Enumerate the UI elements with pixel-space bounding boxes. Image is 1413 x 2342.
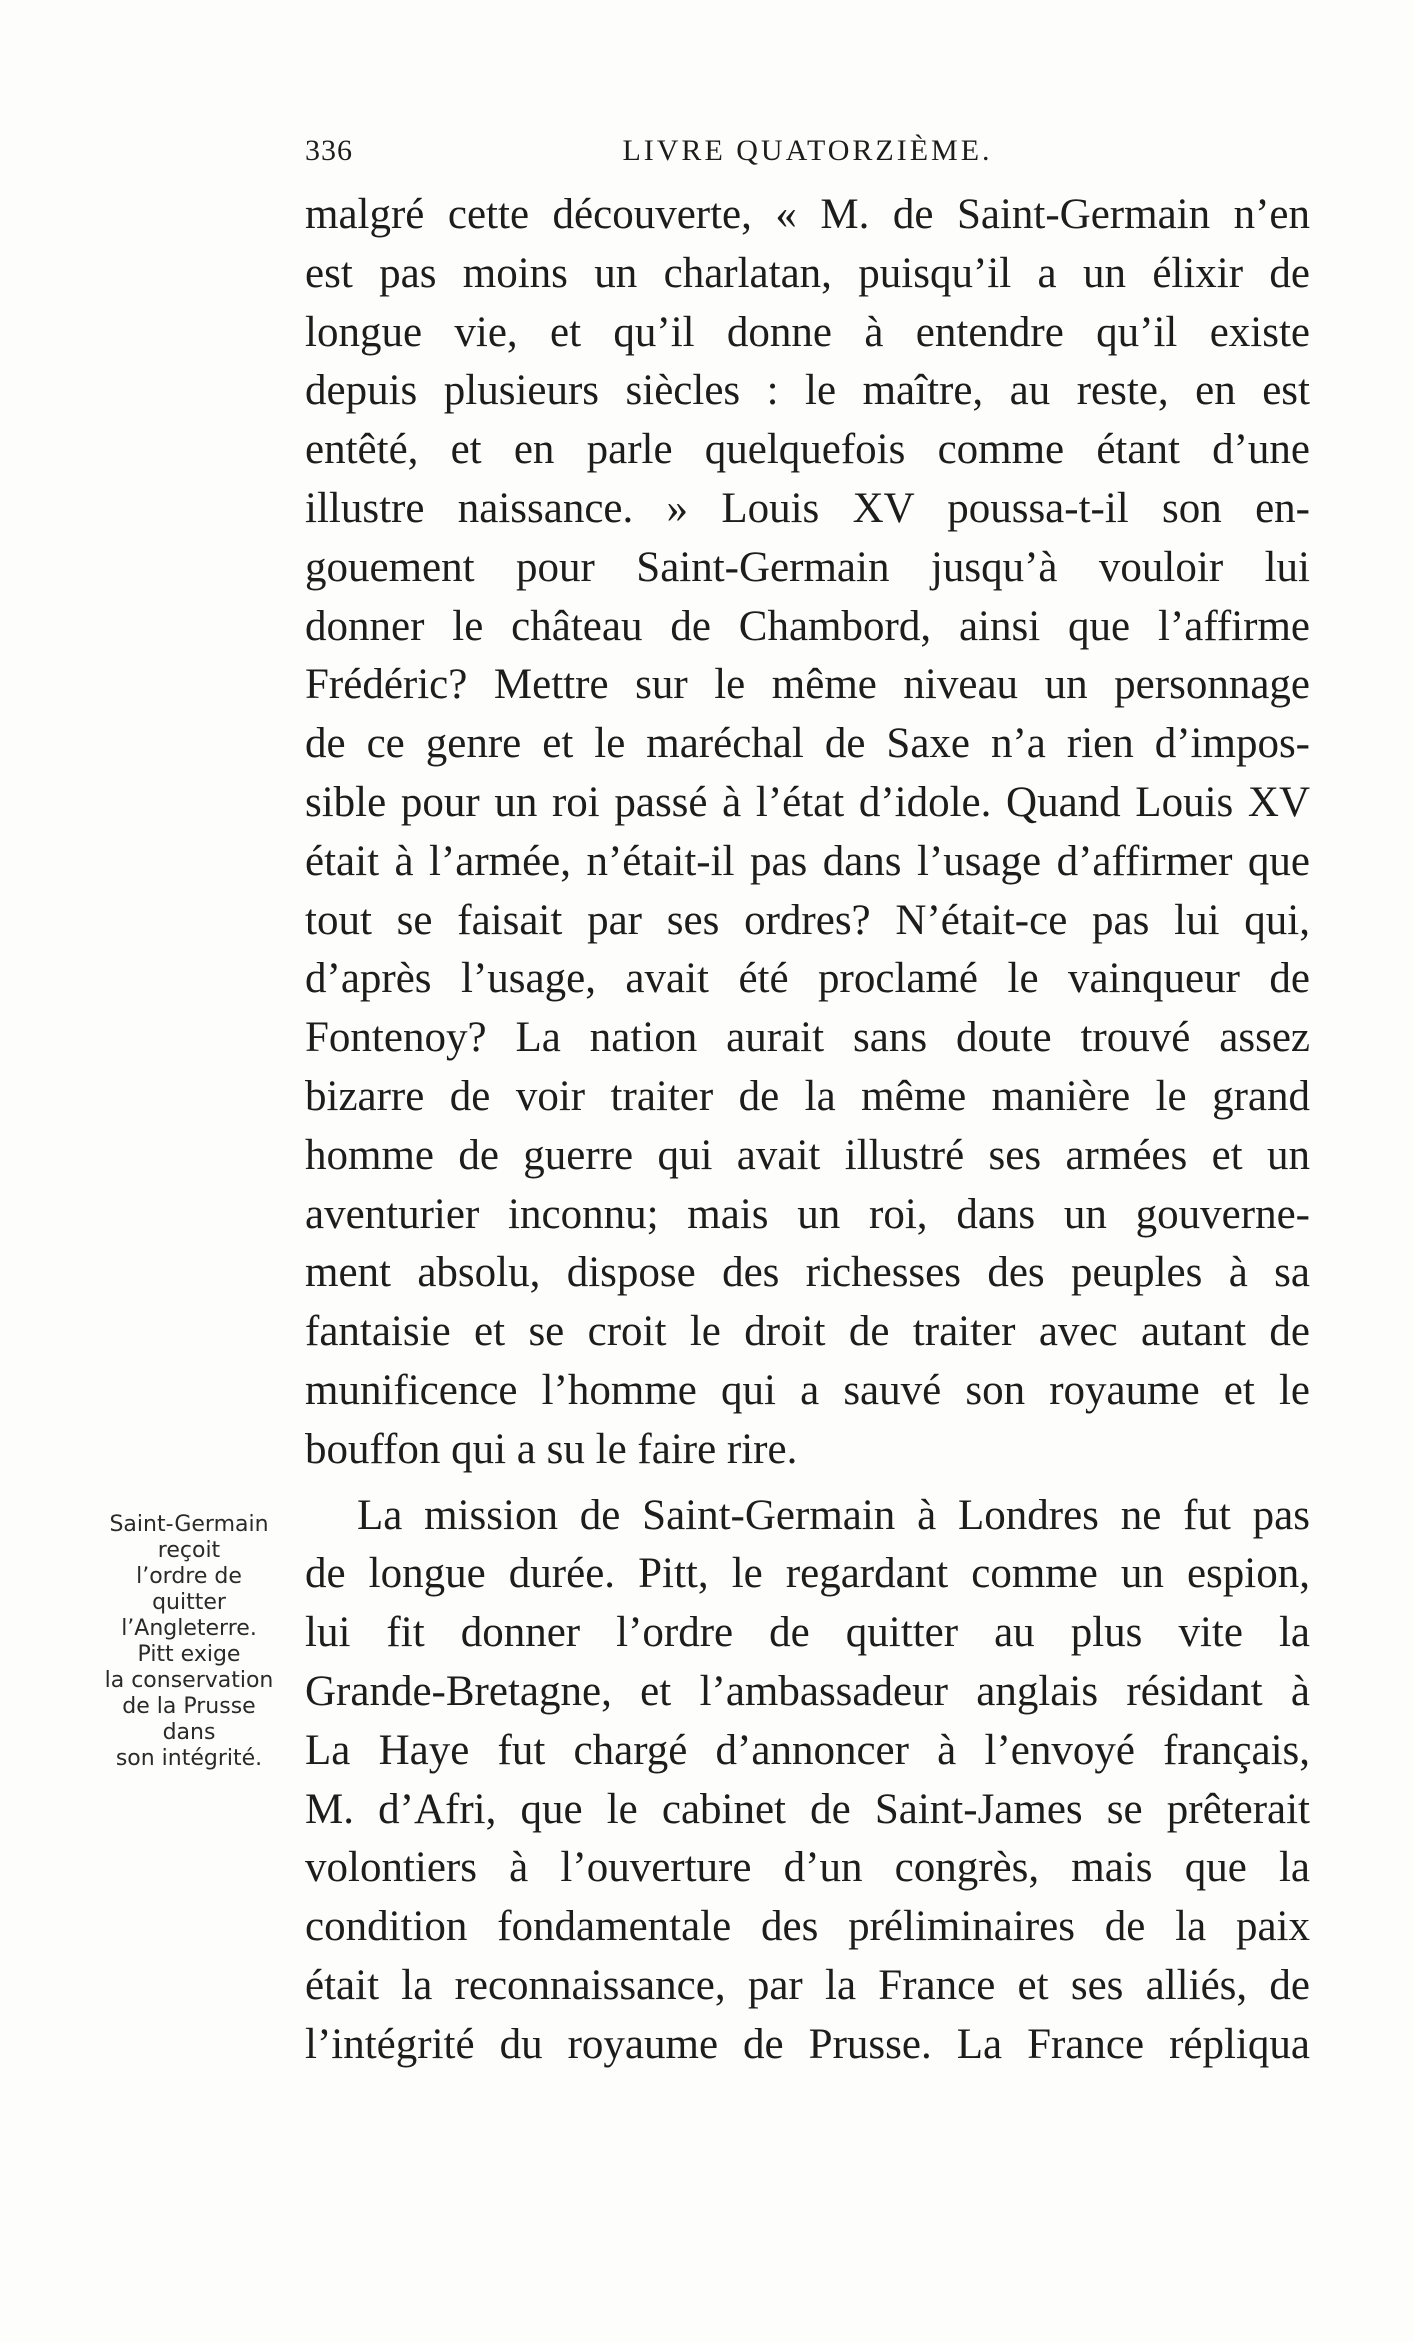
text-line: malgré cette découverte, « M. de Saint-Germain n’en: [305, 191, 1310, 238]
margin-note-line: Pitt exige: [137, 1642, 241, 1667]
running-title: LIVRE QUATORZIÈME.: [622, 134, 993, 167]
text-line: donner le château de Chambord, ainsi que l’affirme: [305, 602, 1310, 650]
text-line: Frédéric? Mettre sur le même niveau un personnage: [305, 661, 1310, 709]
text-line: tout se faisait par ses ordres? N’était-ce pas lui qui,: [305, 896, 1310, 944]
margin-note-line: Saint-Germain: [109, 1512, 269, 1537]
text-line: Grande-Bretagne, et l’ambassadeur anglais résidant à: [305, 1667, 1310, 1715]
text-line: lui fit donner l’ordre de quitter au plus vite la: [305, 1609, 1310, 1657]
body-text: [305, 186, 1310, 2075]
margin-note-line: dans: [162, 1720, 216, 1745]
text-line: depuis plusieurs siècles : le maître, au reste, en est: [305, 367, 1310, 415]
text-line: d’après l’usage, avait été proclamé le vainqueur de: [305, 955, 1310, 1003]
margin-note-line: son intégrité.: [115, 1746, 263, 1771]
text-line: longue vie, et qu’il donne à entendre qu’il existe: [305, 308, 1310, 356]
text-line: sible pour un roi passé à l’état d’idole. Quand Louis XV: [305, 778, 1310, 826]
text-line: aventurier inconnu; mais un roi, dans un gouverne-: [305, 1190, 1310, 1238]
paragraph-end-line: bouffon qui a su le faire rire.: [305, 1425, 798, 1473]
text-line: M. d’Afri, que le cabinet de Saint-James se prêterait: [305, 1785, 1310, 1833]
text-line: munificence l’homme qui a sauvé son royaume et le: [305, 1366, 1310, 1414]
text-line: Fontenoy? La nation aurait sans doute trouvé assez: [305, 1014, 1310, 1062]
paragraph-gap: [305, 1480, 1310, 1487]
margin-note-line: l’Angleterre.: [121, 1616, 257, 1641]
margin-note-line: la conservation: [104, 1668, 274, 1693]
text-line: l’intégrité du royaume de Prusse. La France répliqua: [305, 2020, 1310, 2068]
text-line: de ce genre et le maréchal de Saxe n’a rien d’impos-: [305, 720, 1310, 768]
text-line: était à l’armée, n’était-il pas dans l’usage d’affirmer que: [305, 837, 1310, 885]
margin-note-line: reçoit: [157, 1538, 221, 1563]
text-line: de longue durée. Pitt, le regardant comme un espion,: [305, 1550, 1310, 1598]
text-line: était la reconnaissance, par la France et ses alliés, de: [305, 1961, 1310, 2009]
text-line: volontiers à l’ouverture d’un congrès, mais que la: [305, 1844, 1310, 1892]
text-line: ment absolu, dispose des richesses des peuples à sa: [305, 1249, 1310, 1297]
text-line: homme de guerre qui avait illustré ses armées et un: [305, 1131, 1310, 1179]
text-line: entêté, et en parle quelquefois comme étant d’une: [305, 426, 1310, 474]
text-line: fantaisie et se croit le droit de traiter avec autant de: [305, 1308, 1310, 1356]
margin-note: [98, 1512, 280, 1772]
text-line: est pas moins un charlatan, puisqu’il a un élixir de: [305, 249, 1310, 297]
paragraph-start-line: La mission de Saint-Germain à Londres ne fut pas: [357, 1491, 1310, 1539]
margin-note-line: l’ordre de: [136, 1564, 242, 1589]
text-line: La Haye fut chargé d’annoncer à l’envoyé français,: [305, 1726, 1310, 1774]
text-line: condition fondamentale des préliminaires de la paix: [305, 1903, 1310, 1951]
page-number: 336: [305, 134, 353, 167]
margin-note-line: quitter: [152, 1590, 226, 1615]
margin-note-line: de la Prusse: [122, 1694, 256, 1719]
running-head: [305, 134, 1310, 174]
text-line: gouement pour Saint-Germain jusqu’à vouloir lui: [305, 543, 1310, 591]
text-line: illustre naissance. » Louis XV poussa-t-il son en-: [305, 484, 1310, 532]
text-line: bizarre de voir traiter de la même manière le grand: [305, 1072, 1310, 1120]
